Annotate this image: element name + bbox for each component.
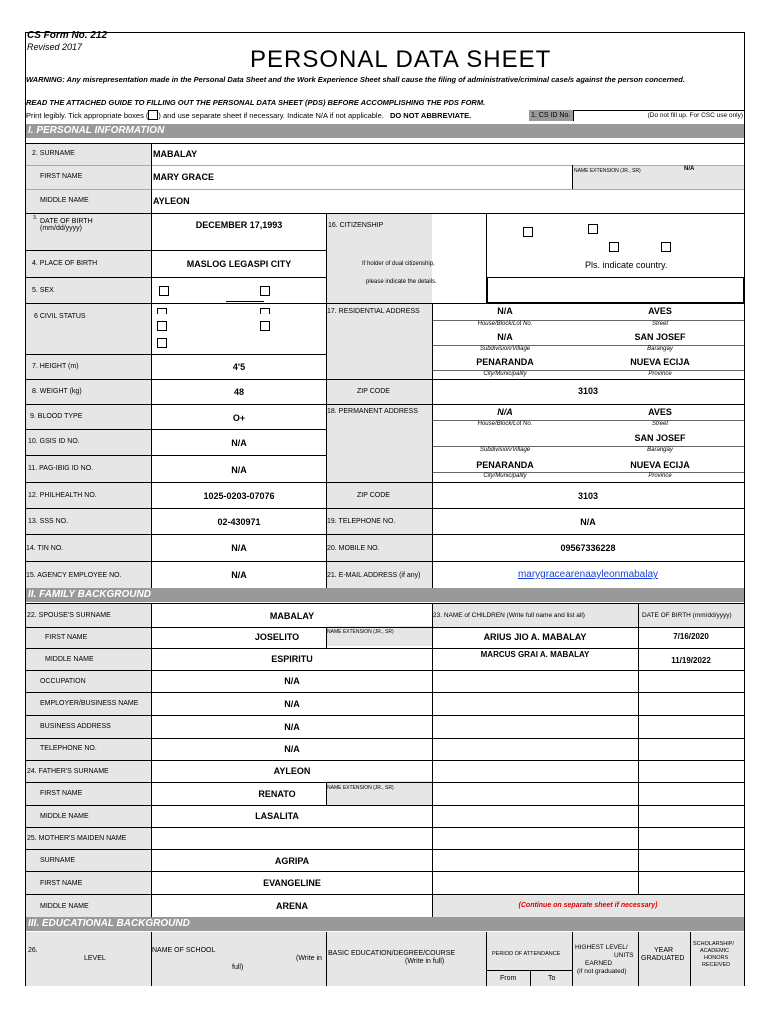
- spouse-first-label: FIRST NAME: [45, 634, 88, 641]
- row-line: [26, 455, 326, 456]
- dob-value[interactable]: DECEMBER 17,1993: [195, 220, 283, 230]
- col-line: [151, 932, 152, 986]
- dual-note-2: please indicate the details.: [366, 279, 437, 285]
- guide-note: READ THE ATTACHED GUIDE TO FILLING OUT THE PERSONAL DATA SHEET (PDS) BEFORE ACCOMPLISHING THE PDS FORM.: [26, 98, 486, 107]
- col-line: [638, 603, 639, 894]
- email-label: 21. E-MAIL ADDRESS (if any): [327, 572, 421, 579]
- sex-divider: [226, 301, 264, 302]
- perm-house-value[interactable]: N/A: [497, 407, 513, 417]
- citizenship-dual-checkbox[interactable]: [588, 224, 598, 234]
- res-barangay-sub: Barangay: [647, 346, 673, 352]
- surname-value[interactable]: MABALAY: [153, 149, 198, 159]
- row-line: [26, 213, 744, 214]
- res-address-label: 17. RESIDENTIAL ADDRESS: [327, 308, 420, 315]
- employer-value[interactable]: N/A: [284, 699, 300, 709]
- mobile-value[interactable]: 09567336228: [560, 543, 616, 553]
- name-ext-label: NAME EXTENSION (JR., SR): [574, 168, 641, 174]
- print-legibly-a: Print legibly. Tick appropriate boxes (: [26, 111, 149, 120]
- occupation-label: OCCUPATION: [40, 678, 86, 685]
- cs-id-label: 1. CS ID No.: [529, 110, 573, 121]
- business-address-label: BUSINESS ADDRESS: [40, 723, 111, 730]
- res-zip-label: ZIP CODE: [357, 388, 390, 395]
- perm-barangay-value[interactable]: SAN JOSEF: [634, 433, 686, 443]
- print-legibly-note: [26, 110, 471, 120]
- spouse-ext-label: NAME EXTENSION (JR., SR): [327, 629, 394, 635]
- sss-value[interactable]: 02-430971: [217, 517, 261, 527]
- res-street-value[interactable]: AVES: [648, 306, 672, 316]
- spouse-tel-value[interactable]: N/A: [284, 744, 300, 754]
- pob-value[interactable]: MASLOG LEGASPI CITY: [186, 259, 292, 269]
- pagibig-value[interactable]: N/A: [231, 465, 247, 475]
- res-city-value[interactable]: PENARANDA: [476, 357, 534, 367]
- row-line: [26, 508, 744, 509]
- res-city-sub: City/Municipality: [483, 371, 527, 377]
- row-line: [26, 404, 744, 405]
- res-province-value[interactable]: NUEVA ECIJA: [630, 357, 690, 367]
- education-highest-1: HIGHEST LEVEL/: [575, 944, 628, 951]
- perm-province-value[interactable]: NUEVA ECIJA: [630, 460, 690, 470]
- mother-middle-value[interactable]: ARENA: [275, 901, 308, 911]
- gsis-value[interactable]: N/A: [231, 438, 247, 448]
- education-honors-2: ACADEMIC: [700, 948, 730, 954]
- tin-label: 14. TIN NO.: [26, 545, 64, 552]
- row-line: [26, 534, 744, 535]
- employer-label: EMPLOYER/BUSINESS NAME: [40, 700, 139, 707]
- col-line: [572, 932, 573, 986]
- education-year-2: GRADUATED: [641, 955, 685, 962]
- perm-subdivision-sub: Subdivision/Village: [479, 447, 531, 453]
- col-line: [572, 165, 573, 189]
- children-dob-label: DATE OF BIRTH (mm/dd/yyyy): [642, 612, 732, 619]
- education-course: BASIC EDUCATION/DEGREE/COURSE: [328, 950, 456, 957]
- country-note: Pls. indicate country.: [585, 260, 668, 270]
- mother-label: 25. MOTHER'S MAIDEN NAME: [27, 835, 127, 842]
- form-number: CS Form No. 212: [27, 30, 108, 41]
- col-line: [326, 213, 327, 588]
- row-line: [26, 379, 744, 380]
- gsis-label: 10. GSIS ID NO.: [28, 438, 80, 445]
- education-year-1: YEAR: [654, 947, 674, 954]
- section-family-background: II. FAMILY BACKGROUND: [26, 588, 744, 602]
- father-first-value[interactable]: RENATO: [258, 789, 296, 799]
- perm-street-value[interactable]: AVES: [648, 407, 672, 417]
- education-num: 26.: [28, 947, 38, 954]
- education-write-full: (Write in full): [405, 958, 445, 965]
- mobile-label: 20. MOBILE NO.: [327, 545, 380, 552]
- education-honors-1: SCHOLARSHIP/: [693, 941, 734, 947]
- row-line: [26, 782, 744, 783]
- dual-by-naturalization-checkbox[interactable]: [661, 242, 671, 252]
- print-legibly-b: ) and use separate sheet if necessary. Indicate N/A if not applicable.: [158, 111, 384, 120]
- row-line: [26, 277, 326, 278]
- weight-label: 8. WEIGHT (kg): [32, 388, 82, 395]
- row-line: [26, 871, 744, 872]
- child-1-name[interactable]: ARIUS JIO A. MABALAY: [483, 632, 587, 642]
- children-label: 23. NAME of CHILDREN (Write full name and list all): [433, 612, 585, 619]
- occupation-value[interactable]: N/A: [284, 676, 300, 686]
- dob-label: DATE OF BIRTH: [40, 218, 93, 225]
- row-line: [26, 760, 744, 761]
- section-educational-background: III. EDUCATIONAL BACKGROUND: [26, 917, 744, 931]
- row-line: [26, 805, 744, 806]
- spouse-middle-label: MIDDLE NAME: [45, 656, 94, 663]
- row-line: [26, 354, 326, 355]
- perm-province-sub: Province: [648, 473, 672, 479]
- education-highest-3: EARNED: [585, 960, 613, 967]
- perm-zip-value[interactable]: 3103: [577, 491, 599, 501]
- sss-label: 13. SSS NO.: [28, 518, 69, 525]
- education-honors-4: RECEIVED: [702, 962, 731, 968]
- father-surname-label: 24. FATHER'S SURNAME: [27, 768, 109, 775]
- spouse-middle-value[interactable]: ESPIRITU: [271, 654, 313, 664]
- civil-single-checkbox[interactable]: [157, 308, 167, 314]
- education-from: From: [500, 975, 517, 982]
- row-line: [26, 561, 744, 562]
- row-line: [26, 715, 744, 716]
- row-line: [26, 303, 744, 304]
- country-input[interactable]: [487, 277, 744, 303]
- row-line: [26, 692, 744, 693]
- civil-other-checkbox[interactable]: [157, 338, 167, 348]
- perm-city-value[interactable]: PENARANDA: [476, 460, 534, 470]
- row-line: [26, 738, 744, 739]
- mother-middle-label: MIDDLE NAME: [40, 903, 89, 910]
- row-line: [26, 429, 326, 430]
- education-full: full): [232, 964, 244, 971]
- perm-zip-label: ZIP CODE: [357, 492, 390, 499]
- row-line: [26, 827, 744, 828]
- civil-status-label: 6 CIVIL STATUS: [34, 313, 86, 320]
- col-line: [530, 970, 531, 986]
- middle-name-label: MIDDLE NAME: [40, 197, 89, 204]
- blood-label: 9. BLOOD TYPE: [30, 413, 83, 420]
- agency-label: 15. AGENCY EMPLOYEE NO.: [26, 572, 122, 579]
- mother-surname-value[interactable]: AGRIPA: [274, 856, 310, 866]
- business-address-value[interactable]: N/A: [284, 722, 300, 732]
- res-subdivision-sub: Subdivision/Village: [479, 346, 531, 352]
- spouse-surname-value[interactable]: MABALAY: [269, 611, 315, 621]
- row-line: [26, 143, 744, 144]
- spouse-surname-label: 22. SPOUSE'S SURNAME: [27, 612, 111, 619]
- first-name-value[interactable]: MARY GRACE: [153, 172, 215, 182]
- spouse-tel-label: TELEPHONE NO.: [40, 745, 97, 752]
- pob-label: 4. PLACE OF BIRTH: [32, 260, 98, 267]
- label-column-bg-2: [326, 214, 432, 588]
- row-line: [26, 894, 744, 895]
- col-line: [690, 932, 691, 986]
- education-school: NAME OF SCHOOL: [152, 947, 216, 954]
- father-middle-value[interactable]: LASALITA: [255, 811, 299, 821]
- sex-label: 5. SEX: [32, 287, 54, 294]
- col-line: [486, 932, 487, 986]
- sex-female-checkbox[interactable]: [260, 286, 270, 296]
- col-line: [151, 603, 152, 917]
- philhealth-label: 12. PHILHEALTH NO.: [28, 492, 97, 499]
- education-highest-4: (if not graduated): [577, 968, 627, 975]
- education-honors-3: HONORS: [704, 955, 729, 961]
- education-write-in: (Write in: [296, 955, 322, 962]
- dob-num: 3.: [33, 215, 38, 221]
- row-line: [26, 603, 744, 604]
- agency-value[interactable]: N/A: [231, 570, 247, 580]
- middle-name-value[interactable]: AYLEON: [153, 196, 190, 206]
- telephone-label: 19. TELEPHONE NO.: [327, 518, 396, 525]
- height-label: 7. HEIGHT (m): [32, 363, 79, 370]
- do-not-abbreviate: DO NOT ABBREVIATE.: [389, 111, 472, 120]
- row-line: [26, 165, 744, 166]
- first-name-label: FIRST NAME: [40, 173, 83, 180]
- csc-use-note[interactable]: (Do not fill up. For CSC use only): [573, 110, 745, 121]
- res-subdivision-value[interactable]: N/A: [497, 332, 513, 342]
- col-line: [326, 932, 327, 986]
- revised-date: Revised 2017: [27, 42, 83, 52]
- res-province-sub: Province: [648, 371, 672, 377]
- res-house-sub: House/Block/Lot No.: [477, 321, 533, 327]
- perm-city-sub: City/Municipality: [483, 473, 527, 479]
- child-2-name[interactable]: MARCUS GRAI A. MABALAY: [480, 650, 590, 659]
- res-house-value[interactable]: N/A: [497, 306, 513, 316]
- row-line: [26, 250, 326, 251]
- res-street-sub: Street: [651, 321, 668, 327]
- weight-value[interactable]: 48: [233, 387, 244, 397]
- res-barangay-value[interactable]: SAN JOSEF: [634, 332, 686, 342]
- pagibig-label: 11. PAG-IBIG ID NO.: [28, 465, 94, 472]
- height-value[interactable]: 4'5: [232, 362, 246, 372]
- mother-surname-label: SURNAME: [40, 857, 76, 864]
- res-zip-value[interactable]: 3103: [577, 386, 599, 396]
- education-level: LEVEL: [84, 955, 106, 962]
- father-ext-label: NAME EXTENSION (JR., SR): [327, 785, 394, 791]
- tin-value[interactable]: N/A: [231, 543, 247, 553]
- perm-street-sub: Street: [651, 421, 668, 427]
- tick-box-sample: [148, 110, 158, 120]
- civil-married-checkbox[interactable]: [260, 308, 270, 314]
- child-2-dob[interactable]: 11/19/2022: [671, 656, 711, 665]
- dob-format: (mm/dd/yyyy): [40, 225, 82, 232]
- perm-address-label: 18. PERMANENT ADDRESS: [327, 408, 418, 415]
- mother-first-value[interactable]: EVANGELINE: [263, 878, 321, 888]
- education-header-bg: [26, 932, 744, 986]
- spouse-first-value[interactable]: JOSELITO: [254, 632, 300, 642]
- row-line: [26, 482, 744, 483]
- row-line: [26, 670, 744, 671]
- civil-widowed-checkbox[interactable]: [157, 321, 167, 331]
- surname-label: 2. SURNAME: [32, 150, 75, 157]
- philhealth-value[interactable]: 1025-0203-07076: [203, 491, 275, 501]
- blood-value[interactable]: O+: [232, 413, 246, 423]
- mother-first-label: FIRST NAME: [40, 880, 83, 887]
- row-line: [26, 648, 744, 649]
- section-personal-information: I. PERSONAL INFORMATION: [26, 124, 744, 138]
- page-title: PERSONAL DATA SHEET: [250, 46, 552, 73]
- col-line: [638, 932, 639, 986]
- row-line: [486, 970, 572, 971]
- citizenship-filipino-checkbox[interactable]: [523, 227, 533, 237]
- row-line: [26, 849, 744, 850]
- child-1-dob[interactable]: 7/16/2020: [673, 632, 709, 641]
- email-value[interactable]: marygracearenaayleonmabalay: [517, 569, 659, 580]
- father-first-label: FIRST NAME: [40, 790, 83, 797]
- dual-note-1: If holder of dual citizenship,: [362, 261, 435, 267]
- civil-separated-checkbox[interactable]: [260, 321, 270, 331]
- warning-text: WARNING: Any misrepresentation made in the Personal Data Sheet and the Work Experience Sheet shall cause the filing of administrative/criminal case/s against the person concerned.: [26, 75, 685, 84]
- father-surname-value[interactable]: AYLEON: [273, 766, 311, 776]
- education-period: PERIOD OF ATTENDANCE: [492, 951, 561, 957]
- citizenship-label: 16. CITIZENSHIP: [328, 222, 384, 229]
- sex-male-checkbox[interactable]: [159, 286, 169, 296]
- father-middle-label: MIDDLE NAME: [40, 813, 89, 820]
- row-line: [26, 189, 744, 190]
- continue-note: (Continue on separate sheet if necessary): [518, 902, 658, 909]
- dual-by-birth-checkbox[interactable]: [609, 242, 619, 252]
- education-highest-2: UNITS: [614, 952, 634, 959]
- perm-house-sub: House/Block/Lot No.: [477, 421, 533, 427]
- perm-barangay-sub: Barangay: [647, 447, 673, 453]
- telephone-value[interactable]: N/A: [580, 517, 596, 527]
- name-ext-value[interactable]: N/A: [684, 166, 695, 172]
- education-to: To: [548, 975, 556, 982]
